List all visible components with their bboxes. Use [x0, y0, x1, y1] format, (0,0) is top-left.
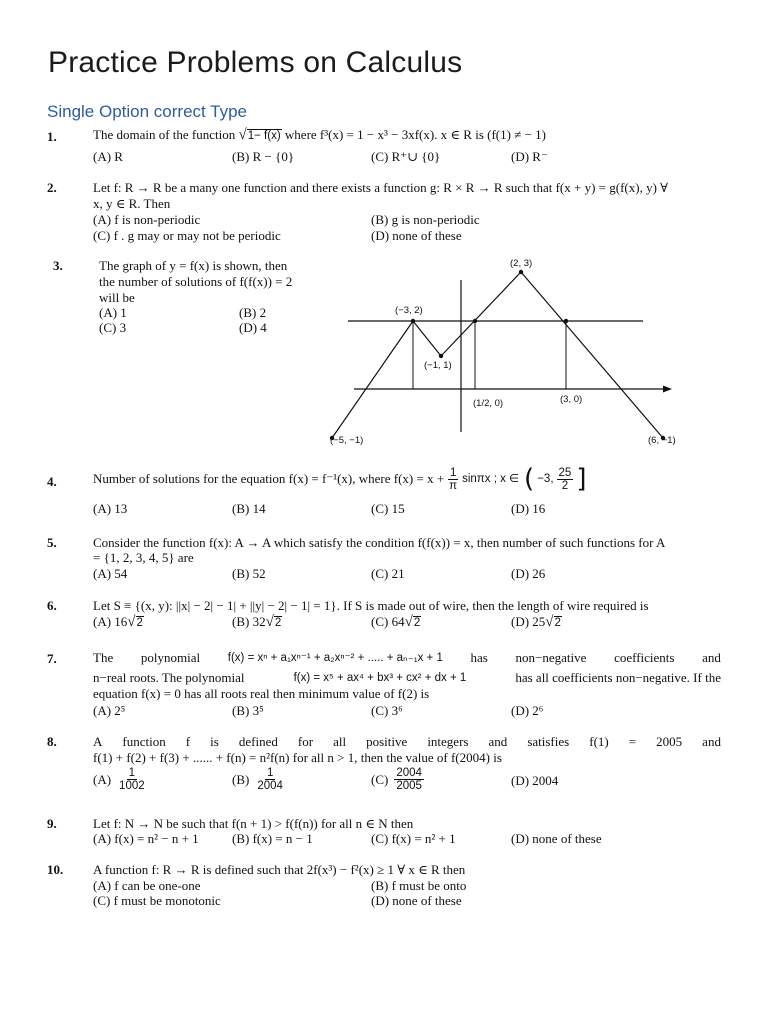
- q3-option-d[interactable]: (D) 4: [239, 320, 267, 335]
- q1-stem-pre: The domain of the function: [93, 127, 236, 142]
- label-6-neg1: (6, −1): [648, 435, 676, 446]
- q3-stem-line3: will be: [99, 290, 135, 305]
- q2-option-b[interactable]: (B) g is non-periodic: [371, 212, 480, 227]
- q8-word: A: [93, 734, 103, 749]
- point-2-3: [519, 270, 523, 274]
- q7-word: has: [470, 650, 488, 665]
- q7-word: polynomial: [140, 650, 201, 665]
- q8-option-b-numerator: 1: [266, 767, 274, 779]
- q8-option-b-label: (B): [232, 771, 250, 787]
- point-3-2: [564, 319, 568, 323]
- q8-option-a[interactable]: [93, 767, 147, 792]
- q5-option-d[interactable]: (D) 26: [511, 566, 546, 581]
- q2-number: 2.: [47, 180, 57, 195]
- point-half-2: [473, 319, 477, 323]
- q6-option-c-radicand: 2: [413, 617, 421, 629]
- q2-stem-line1: Let f: R → R be a many one function and there exists a function g: R × R → R such that f(x + y) = g(f(x), y) ∀: [93, 180, 668, 195]
- q4-fraction: [447, 467, 459, 492]
- q7-number: 7.: [47, 651, 57, 666]
- q6-option-b[interactable]: (B) 32 √ 2: [232, 614, 282, 630]
- label-neg5-neg1: (−5, −1): [330, 435, 364, 446]
- q8-option-d[interactable]: (D) 2004: [511, 773, 559, 788]
- q6-option-b-label: (B) 32: [232, 614, 266, 629]
- q7-polynomial-2: f(x) = x⁵ + ax⁴ + bx³ + cx² + dx + 1: [293, 672, 467, 684]
- q8-option-b-denominator: 2004: [257, 780, 283, 792]
- q8-option-c-label: (C): [371, 771, 389, 787]
- q9-option-a[interactable]: (A) f(x) = n² − n + 1: [93, 831, 199, 846]
- q4-interval-lo: −3,: [537, 473, 554, 485]
- q8-word: is: [210, 734, 219, 749]
- label-half-0: (1/2, 0): [473, 398, 504, 409]
- q6-option-a-radicand: 2: [136, 617, 143, 629]
- q3-option-a[interactable]: (A) 1: [99, 305, 127, 320]
- label-neg3-2: (−3, 2): [395, 305, 423, 316]
- q8-word: all: [333, 734, 347, 749]
- q1-stem-post: where f³(x) = 1 − x³ − 3xf(x). x ∈ R is (f(1) ≠ − 1): [284, 127, 547, 142]
- q4-frac-numerator: 1: [449, 466, 457, 479]
- q9-option-c[interactable]: (C) f(x) = n² + 1: [371, 831, 456, 846]
- section-subtitle: Single Option correct Type: [47, 102, 248, 121]
- q3-stem-line1: The graph of y = f(x) is shown, then: [99, 258, 288, 273]
- q3-number: 3.: [53, 258, 63, 273]
- q1-option-a[interactable]: (A) R: [93, 149, 123, 164]
- page-title: Practice Problems on Calculus: [48, 46, 463, 79]
- q5-option-b[interactable]: (B) 52: [232, 566, 266, 581]
- q10-stem: A function f: R → R is defined such that 2f(x³) − f²(x) ≥ 1 ∀ x ∈ R then: [93, 862, 466, 877]
- q1-radicand: 1− f(x): [247, 130, 281, 142]
- label-3-0: (3, 0): [560, 394, 583, 405]
- q7-option-b[interactable]: (B) 3⁵: [232, 703, 264, 718]
- q8-stem-line2: f(1) + f(2) + f(3) + ...... + f(n) = n²f(n) for all n > 1, then the value of f(2004) is: [93, 750, 502, 765]
- q8-option-b[interactable]: [232, 767, 285, 792]
- q5-stem-line2: = {1, 2, 3, 4, 5} are: [93, 550, 194, 565]
- q4-frac-denominator: π: [449, 479, 458, 492]
- q1-option-b[interactable]: (B) R − {0}: [232, 149, 295, 164]
- q5-number: 5.: [47, 535, 57, 550]
- q8-word: =: [628, 734, 637, 749]
- q6-number: 6.: [47, 598, 57, 613]
- q7-option-c[interactable]: (C) 3⁶: [371, 703, 403, 718]
- q7-word: coefficients: [614, 650, 675, 665]
- function-curve: [332, 272, 663, 438]
- q4-stem: [93, 466, 586, 492]
- q7-stem-line1: [93, 650, 721, 666]
- q2-option-c[interactable]: (C) f . g may or may not be periodic: [93, 228, 281, 243]
- q7-word: non−negative: [515, 650, 587, 665]
- q5-option-a[interactable]: (A) 54: [93, 566, 128, 581]
- q7-stem-line2: [93, 670, 721, 686]
- label-2-3: (2, 3): [510, 258, 533, 269]
- q7-option-a[interactable]: (A) 2⁵: [93, 703, 126, 718]
- q4-option-b[interactable]: (B) 14: [232, 501, 266, 516]
- q4-interval-frac: [557, 467, 574, 492]
- q1-option-c[interactable]: (C) R⁺∪ {0}: [371, 149, 441, 164]
- q6-option-d-radicand: 2: [554, 617, 561, 629]
- q8-option-a-numerator: 1: [128, 767, 136, 779]
- q8-number: 8.: [47, 734, 57, 749]
- q4-option-d[interactable]: (D) 16: [511, 501, 546, 516]
- q8-option-c-denominator: 2005: [396, 780, 422, 792]
- q8-word: integers: [427, 734, 469, 749]
- q4-number: 4.: [47, 474, 57, 489]
- q7-line2-pre: n−real roots. The polynomial: [93, 670, 245, 685]
- q7-polynomial-1: f(x) = xⁿ + a₁xⁿ⁻¹ + a₂xⁿ⁻² + ..... + aₙ₋₁x + 1: [227, 652, 443, 664]
- q6-option-d-label: (D) 25: [511, 614, 546, 629]
- q2-stem-line2: x, y ∈ R. Then: [93, 196, 171, 211]
- q9-number: 9.: [47, 816, 57, 831]
- q8-word: f: [185, 734, 191, 749]
- q4-stem-mid: sinπx ; x ∈: [462, 473, 520, 485]
- q7-word: The: [93, 650, 114, 665]
- point-neg1-1: [439, 354, 443, 358]
- q2-option-d[interactable]: (D) none of these: [371, 228, 462, 243]
- q6-option-c-label: (C) 64: [371, 614, 405, 629]
- q6-option-b-radicand: 2: [274, 617, 282, 629]
- q7-option-d[interactable]: (D) 2⁶: [511, 703, 544, 718]
- q6-stem: Let S ≡ {(x, y): ||x| − 2| − 1| + ||y| − 2| − 1| = 1}. If S is made out of wire, then the length of wire required is: [93, 598, 649, 613]
- q1-option-d[interactable]: (D) R⁻: [511, 149, 548, 164]
- q4-option-a[interactable]: (A) 13: [93, 501, 128, 516]
- q10-option-d[interactable]: (D) none of these: [371, 893, 462, 908]
- q4-close-bracket: ]: [576, 464, 587, 494]
- q8-option-a-denominator: 1002: [119, 780, 145, 792]
- q8-option-c[interactable]: [371, 767, 424, 792]
- q10-option-c[interactable]: (C) f must be monotonic: [93, 893, 221, 908]
- q2-option-a[interactable]: (A) f is non-periodic: [93, 212, 201, 227]
- q8-word: for: [297, 734, 314, 749]
- x-axis-arrow: [663, 386, 672, 393]
- q1-sqrt: √ 1− f(x): [238, 127, 281, 143]
- q8-word: defined: [238, 734, 278, 749]
- q8-stem-line1: [93, 734, 721, 750]
- q8-word: and: [702, 734, 721, 749]
- q8-word: positive: [366, 734, 408, 749]
- q8-word: f(1): [589, 734, 609, 749]
- q8-word: function: [122, 734, 166, 749]
- q6-option-a-label: (A) 16: [93, 614, 128, 629]
- q1-stem: [93, 127, 546, 143]
- q6-option-c[interactable]: (C) 64 √ 2: [371, 614, 421, 630]
- q4-int-denominator: 2: [561, 479, 569, 492]
- q9-option-b[interactable]: (B) f(x) = n − 1: [232, 831, 313, 846]
- q3-stem-line2: the number of solutions of f(f(x)) = 2: [99, 274, 293, 289]
- q8-option-a-label: (A): [93, 771, 112, 787]
- q6-option-d[interactable]: (D) 25 √ 2: [511, 614, 561, 630]
- q8-word: satisfies: [527, 734, 570, 749]
- q7-word: and: [702, 650, 721, 665]
- q3-option-c[interactable]: (C) 3: [99, 320, 127, 335]
- q8-word: and: [488, 734, 508, 749]
- q9-stem: Let f: N → N be such that f(n + 1) > f(f(n)) for all n ∈ N then: [93, 816, 414, 831]
- q9-option-d[interactable]: (D) none of these: [511, 831, 602, 846]
- q3-option-b[interactable]: (B) 2: [239, 305, 267, 320]
- label-neg1-1: (−1, 1): [424, 360, 452, 371]
- q7-line2-post: has all coefficients non−negative. If the: [515, 670, 721, 685]
- q3-graph: [320, 250, 680, 450]
- point-neg3-2: [411, 319, 415, 323]
- q1-number: 1.: [47, 129, 57, 144]
- q5-option-c[interactable]: (C) 21: [371, 566, 405, 581]
- q4-stem-pre: Number of solutions for the equation f(x) = f⁻¹(x), where f(x) = x +: [93, 471, 445, 486]
- q6-option-a[interactable]: (A) 16 √ 2: [93, 614, 143, 630]
- q8-word: 2005: [656, 734, 683, 749]
- q8-option-c-numerator: 2004: [396, 767, 422, 779]
- q4-option-c[interactable]: (C) 15: [371, 501, 405, 516]
- q10-option-a[interactable]: (A) f can be one-one: [93, 878, 201, 893]
- q10-option-b[interactable]: (B) f must be onto: [371, 878, 467, 893]
- q5-stem-line1: Consider the function f(x): A → A which satisfy the condition f(f(x)) = x, then number of such functions for A: [93, 535, 666, 550]
- q7-stem-line3: equation f(x) = 0 has all roots real then minimum value of f(2) is: [93, 686, 430, 701]
- q4-int-numerator: 25: [558, 466, 572, 479]
- q10-number: 10.: [47, 862, 64, 877]
- q4-open-paren: (: [524, 464, 535, 494]
